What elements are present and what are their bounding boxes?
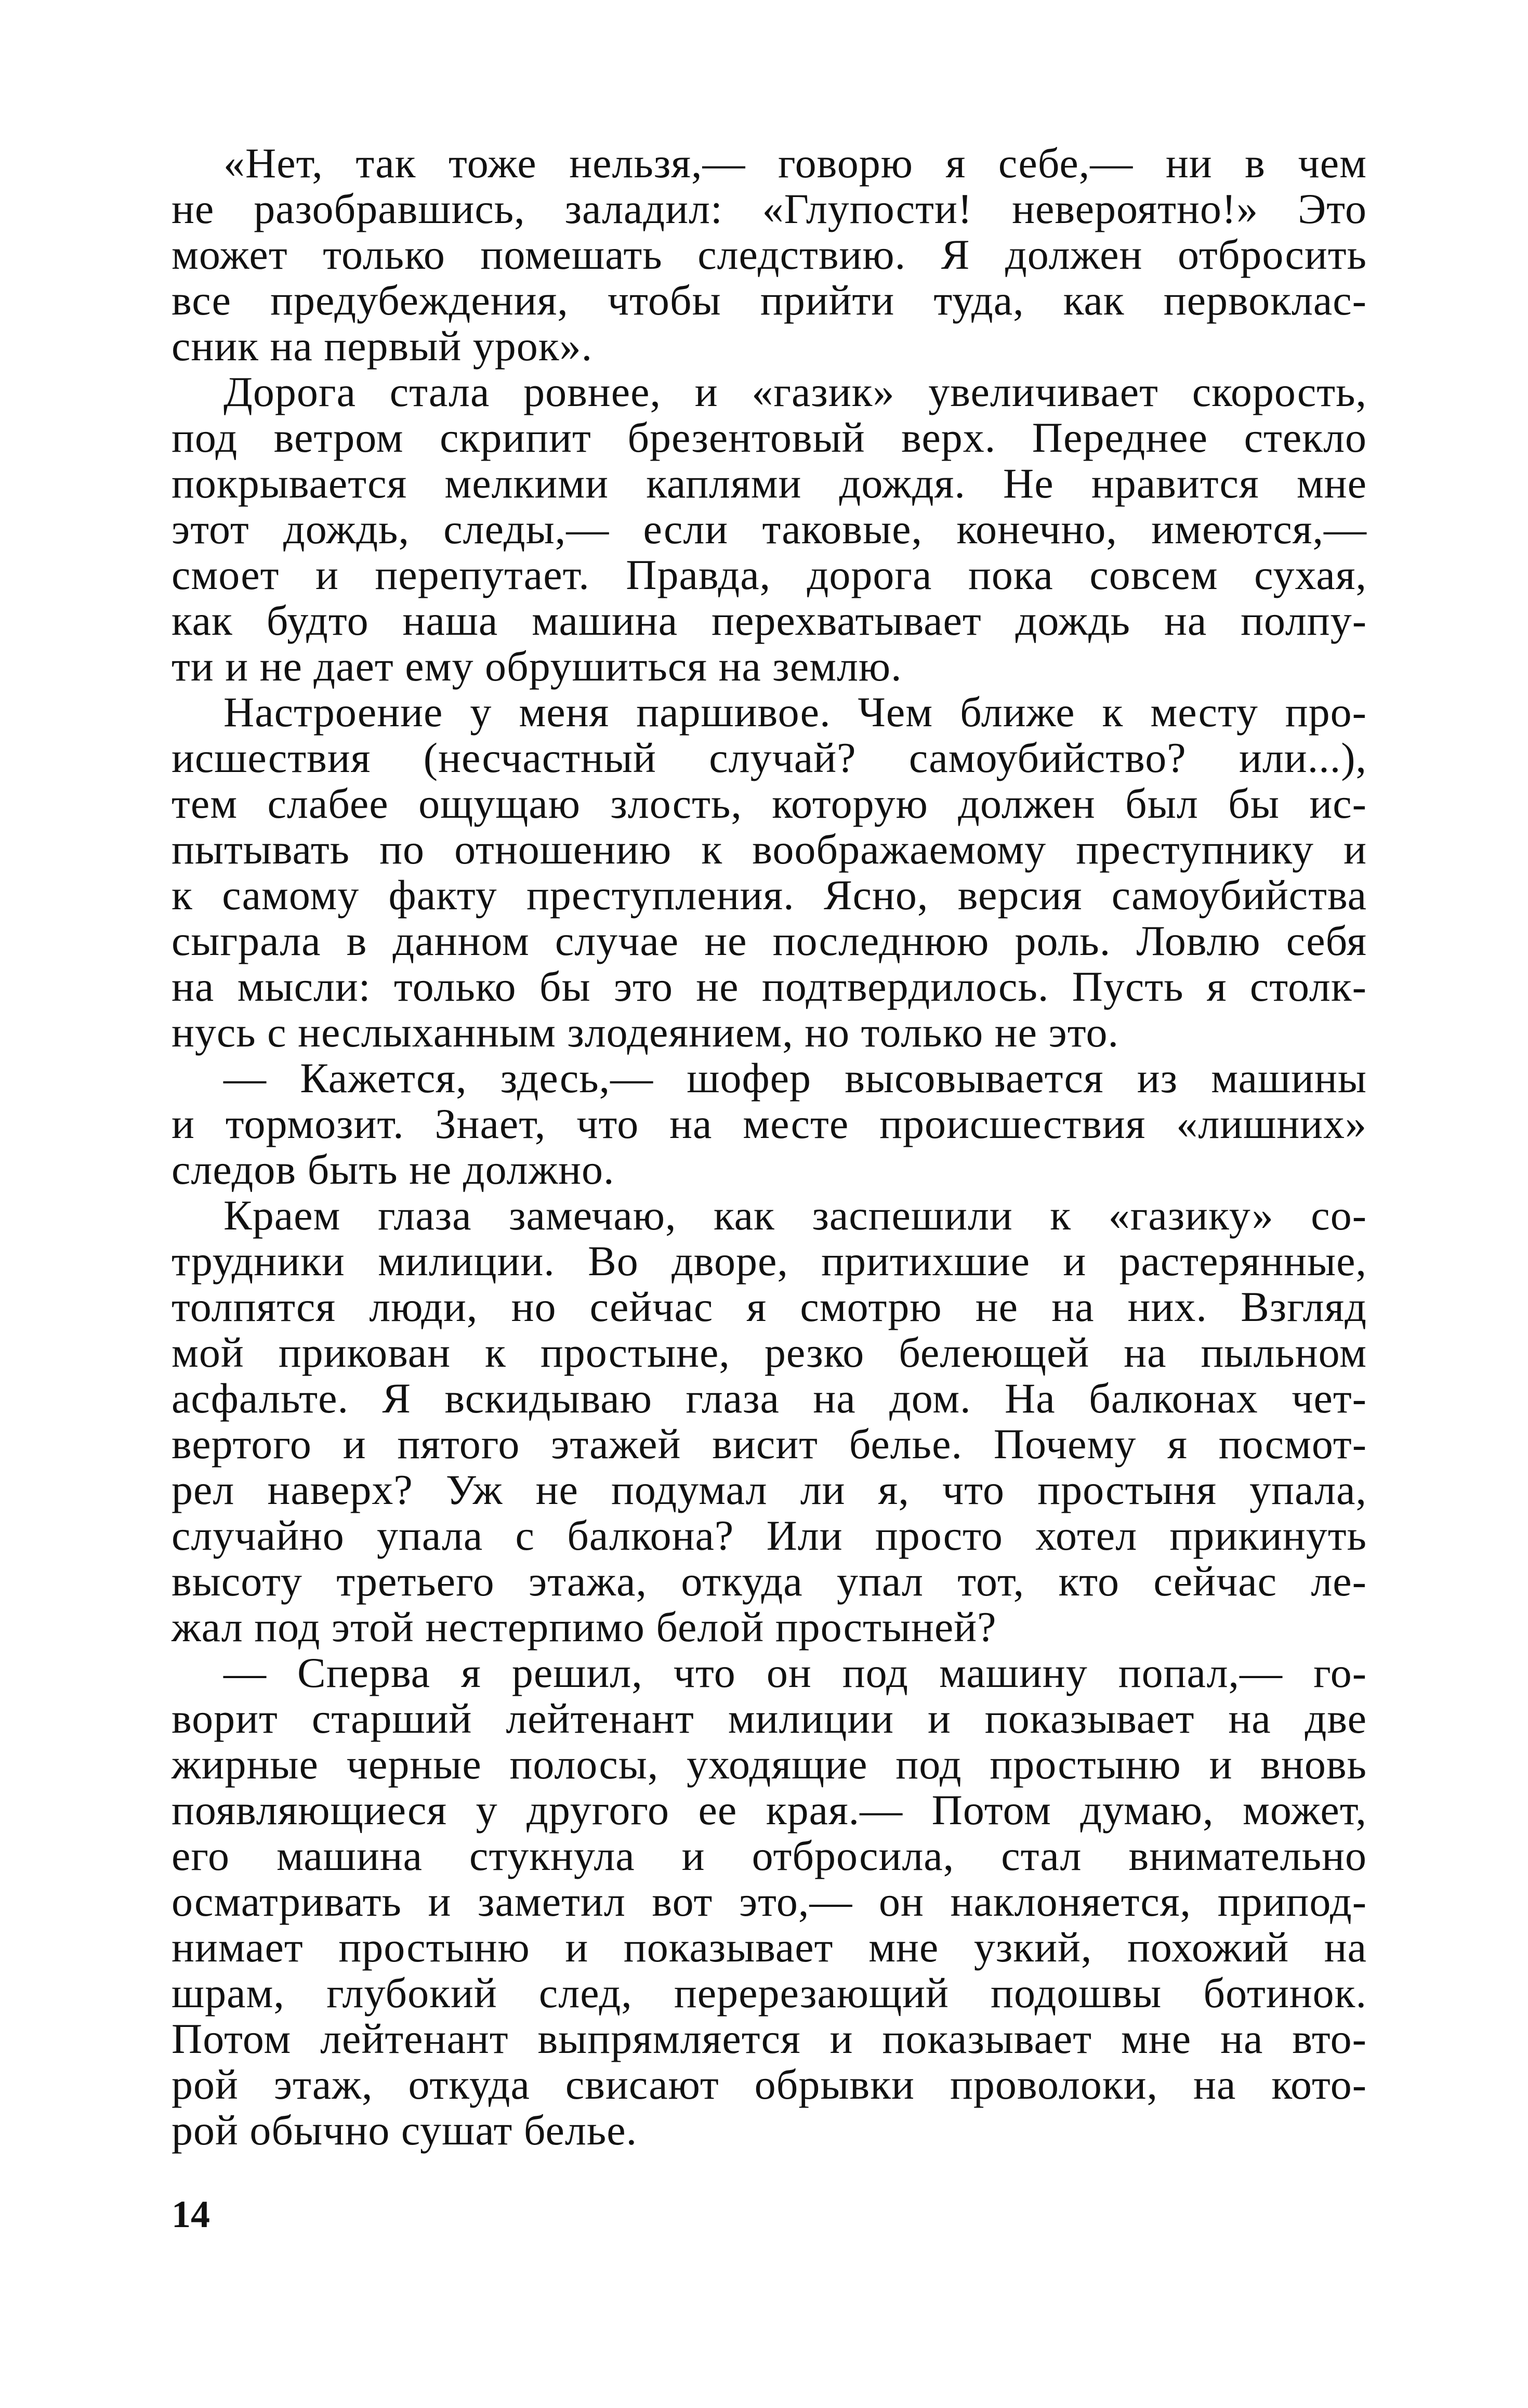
text-line: не разобравшись, заладил: «Глупости! невероятно!» Это xyxy=(172,185,1367,232)
text-line: рой обычно сушат белье. xyxy=(172,2106,638,2154)
text-line: этот дождь, следы,— если таковые, конечно, имеются,— xyxy=(172,505,1367,553)
text-line: может только помешать следствию. Я должен отбросить xyxy=(172,231,1367,278)
body-text xyxy=(172,140,1367,2153)
text-line: и тормозит. Знает, что на месте происшествия «лишних» xyxy=(172,1100,1367,1147)
text-line: Настроение у меня паршивое. Чем ближе к месту про- xyxy=(223,688,1367,736)
text-line: трудники милиции. Во дворе, притихшие и растерянные, xyxy=(172,1237,1367,1285)
text-line: пытывать по отношению к воображаемому преступнику и xyxy=(172,826,1367,873)
text-line: мой прикован к простыне, резко белеющей на пыльном xyxy=(172,1329,1367,1376)
text-line: исшествия (несчастный случай? самоубийство? или...), xyxy=(172,734,1367,781)
text-line: Дорога стала ровнее, и «газик» увеличивает скорость, xyxy=(223,368,1367,415)
text-line: нусь с неслыханным злодеянием, но только не это. xyxy=(172,1009,1119,1056)
text-line: сыграла в данном случае не последнюю роль. Ловлю себя xyxy=(172,917,1367,964)
text-line: следов быть не должно. xyxy=(172,1146,615,1193)
text-line: нимает простыню и показывает мне узкий, похожий на xyxy=(172,1923,1367,1971)
text-line: тем слабее ощущаю злость, которую должен был бы ис- xyxy=(172,780,1367,827)
text-line: ти и не дает ему обрушиться на землю. xyxy=(172,643,902,690)
text-line: осматривать и заметил вот это,— он наклоняется, припод- xyxy=(172,1878,1367,1925)
text-line: «Нет, так тоже нельзя,— говорю я себе,— ни в чем xyxy=(223,139,1367,187)
text-line: на мысли: только бы это не подтвердилось. Пусть я столк- xyxy=(172,963,1367,1010)
text-line: к самому факту преступления. Ясно, версия самоубийства xyxy=(172,871,1367,919)
text-line: Потом лейтенант выпрямляется и показывает мне на вто- xyxy=(172,2015,1367,2062)
text-line: Краем глаза замечаю, как заспешили к «газику» со- xyxy=(223,1192,1367,1239)
text-line: ворит старший лейтенант милиции и показывает на две xyxy=(172,1695,1367,1742)
text-line: рел наверх? Уж не подумал ли я, что простыня упала, xyxy=(172,1466,1367,1513)
text-line: как будто наша машина перехватывает дождь на полпу- xyxy=(172,597,1367,644)
text-line: рой этаж, откуда свисают обрывки проволоки, на кото- xyxy=(172,2061,1367,2108)
text-line: жал под этой нестерпимо белой простыней? xyxy=(172,1603,997,1651)
text-line: все предубеждения, чтобы прийти туда, как первоклас- xyxy=(172,277,1367,324)
text-line: его машина стукнула и отбросила, стал внимательно xyxy=(172,1832,1367,1879)
page-number: 14 xyxy=(172,2193,210,2236)
text-line: появляющиеся у другого ее края.— Потом думаю, может, xyxy=(172,1786,1367,1834)
text-line: случайно упала с балкона? Или просто хотел прикинуть xyxy=(172,1512,1367,1559)
text-line: сник на первый урок». xyxy=(172,322,593,370)
text-line: асфальте. Я вскидываю глаза на дом. На балконах чет- xyxy=(172,1375,1367,1422)
text-line: покрывается мелкими каплями дождя. Не нравится мне xyxy=(172,460,1367,507)
text-line: — Сперва я решил, что он под машину попал,— го- xyxy=(223,1649,1367,1696)
text-line: высоту третьего этажа, откуда упал тот, кто сейчас ле- xyxy=(172,1558,1367,1605)
text-line: под ветром скрипит брезентовый верх. Переднее стекло xyxy=(172,414,1367,461)
text-line: жирные черные полосы, уходящие под простыню и вновь xyxy=(172,1740,1367,1788)
text-line: толпятся люди, но сейчас я смотрю не на них. Взгляд xyxy=(172,1283,1367,1330)
text-line: шрам, глубокий след, перерезающий подошвы ботинок. xyxy=(172,1969,1367,2017)
text-line: — Кажется, здесь,— шофер высовывается из машины xyxy=(223,1054,1367,1102)
text-line: смоет и перепутает. Правда, дорога пока совсем сухая, xyxy=(172,551,1367,598)
text-line: вертого и пятого этажей висит белье. Почему я посмот- xyxy=(172,1420,1367,1468)
